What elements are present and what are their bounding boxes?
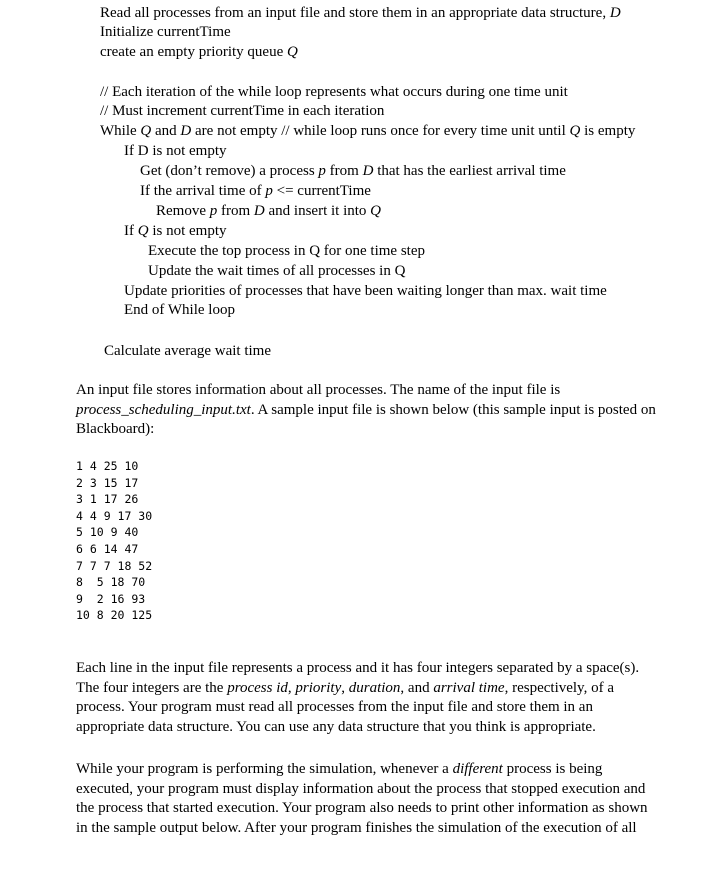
pseudo-create-queue: create an empty priority queue Q	[100, 44, 298, 60]
input-filename: process_scheduling_input.txt	[76, 402, 251, 418]
sample-input-row: 2 3 15 17	[76, 475, 139, 490]
paragraph-input-format	[76, 659, 702, 737]
pseudo-init-time: Initialize currentTime	[100, 24, 231, 40]
para-line: Each line in the input file represents a process and it has four integers separated by a space(s).	[76, 660, 640, 676]
para-line: appropriate data structure. You can use any data structure that you think is appropriate.	[76, 718, 596, 735]
sample-input-row: 3 1 17 26	[76, 492, 139, 507]
para-line: process. Your program must read all processes from the input file and store them in an	[76, 699, 593, 715]
intro-line-1: An input file stores information about all processes. The name of the input file is	[76, 382, 561, 398]
para-line: the process that started execution. Your program also needs to print other information as shown	[76, 800, 648, 816]
pseudo-end-while: End of While loop	[124, 302, 235, 318]
para-line: The four integers are the process id, priority, duration, and arrival time, respectively, of a	[76, 679, 614, 696]
pseudo-comment-2: // Must increment currentTime in each iteration	[100, 103, 385, 119]
pseudo-while: While Q and D are not empty // while loop runs once for every time unit until Q is empty	[100, 123, 636, 139]
intro-line-3: Blackboard):	[76, 421, 155, 437]
sample-input-row: 5 10 9 40	[76, 525, 139, 540]
pseudo-update-wait: Update the wait times of all processes in Q	[148, 263, 406, 279]
sample-input-row: 6 6 14 47	[76, 541, 139, 556]
paragraph-simulation-output	[76, 760, 702, 838]
pseudo-get: Get (don’t remove) a process p from D that has the earliest arrival time	[140, 163, 566, 179]
pseudo-read-line: Read all processes from an input file and store them in an appropriate data structure, D	[100, 5, 621, 21]
pseudo-comment-1: // Each iteration of the while loop represents what occurs during one time unit	[100, 84, 568, 100]
sample-input-row: 7 7 7 18 52	[76, 558, 153, 573]
sample-input-row: 4 4 9 17 30	[76, 508, 153, 523]
sample-input-row: 10 8 20 125	[76, 608, 153, 623]
sample-input-listing	[76, 458, 152, 624]
pseudo-remove: Remove p from D and insert it into Q	[156, 203, 382, 219]
pseudo-update-priorities: Update priorities of processes that have been waiting longer than max. wait time	[124, 283, 607, 299]
para-line: executed, your program must display information about the process that stopped execution and	[76, 780, 646, 797]
pseudo-calc-avg: Calculate average wait time	[104, 343, 271, 359]
para-line: While your program is performing the simulation, whenever a different process is being	[76, 761, 603, 777]
sample-input-row: 1 4 25 10	[76, 459, 139, 473]
pseudo-if-q: If Q is not empty	[124, 223, 227, 239]
intro-line-2: process_scheduling_input.txt. A sample input file is shown below (this sample input is posted on	[76, 402, 656, 418]
sample-input-row: 9 2 16 93	[76, 591, 146, 606]
para-line: in the sample output below. After your program finishes the simulation of the execution of all	[76, 819, 637, 836]
pseudo-if-d: If D is not empty	[124, 143, 227, 159]
pseudo-execute: Execute the top process in Q for one time step	[148, 243, 426, 259]
pseudo-if-arrival: If the arrival time of p <= currentTime	[140, 183, 371, 199]
sample-input-row: 8 5 18 70	[76, 575, 146, 590]
